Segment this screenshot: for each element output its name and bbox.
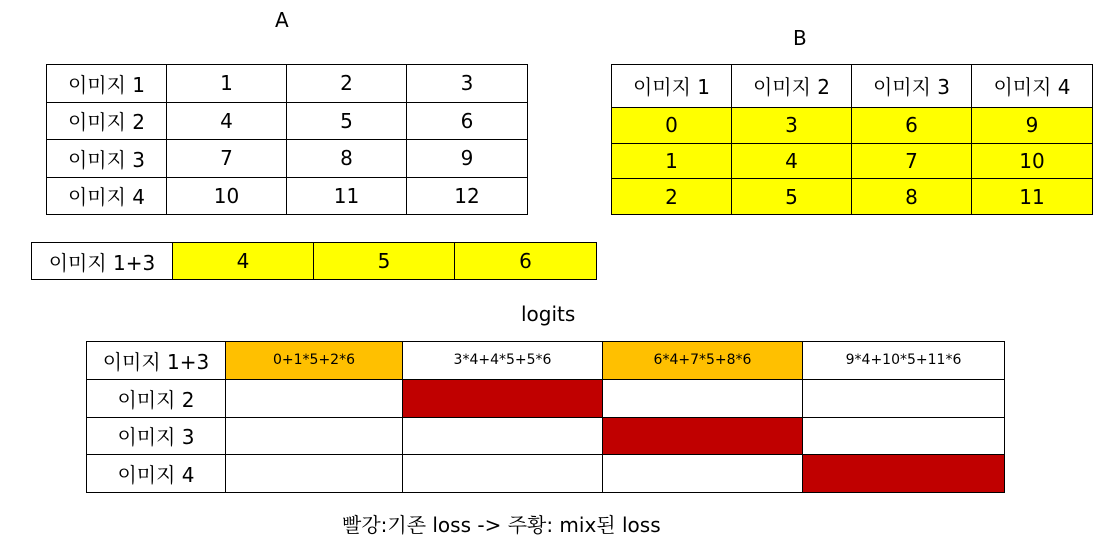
table-row	[87, 342, 1005, 380]
table-cell: 4	[173, 243, 314, 280]
table-cell: 1	[612, 143, 732, 179]
row-label: 이미지 4	[87, 455, 226, 493]
table-cell: 11	[972, 179, 1093, 215]
table-cell	[603, 379, 803, 417]
table-cell: 12	[407, 177, 528, 215]
mix-row-table	[31, 242, 597, 280]
table-row	[612, 179, 1093, 215]
table-cell: 3	[732, 107, 852, 143]
table-a	[46, 64, 528, 215]
row-label: 이미지 2	[47, 102, 167, 140]
table-row	[612, 107, 1093, 143]
table-cell: 6	[407, 102, 528, 140]
table-cell: 5	[287, 102, 407, 140]
table-cell	[603, 417, 803, 455]
table-cell: 2	[612, 179, 732, 215]
table-cell: 1	[167, 65, 287, 103]
table-row	[87, 379, 1005, 417]
table-cell	[226, 455, 403, 493]
column-header: 이미지 1	[612, 65, 732, 108]
table-cell: 0+1*5+2*6	[226, 342, 403, 380]
table-row	[87, 417, 1005, 455]
column-header: 이미지 2	[732, 65, 852, 108]
table-cell	[803, 379, 1005, 417]
logits-table	[86, 341, 1005, 493]
table-cell: 8	[852, 179, 972, 215]
row-label: 이미지 1	[47, 65, 167, 103]
row-label: 이미지 1+3	[32, 243, 173, 280]
table-row	[47, 140, 528, 178]
table-cell	[403, 455, 603, 493]
row-label: 이미지 2	[87, 379, 226, 417]
table-cell: 5	[732, 179, 852, 215]
row-label: 이미지 3	[87, 417, 226, 455]
table-cell: 3*4+4*5+5*6	[403, 342, 603, 380]
table-row	[47, 102, 528, 140]
table-cell: 10	[972, 143, 1093, 179]
table-cell	[226, 379, 403, 417]
table-cell: 3	[407, 65, 528, 103]
table-cell: 6	[852, 107, 972, 143]
table-cell	[403, 417, 603, 455]
table-cell: 8	[287, 140, 407, 178]
table-row	[32, 243, 597, 280]
table-row	[87, 455, 1005, 493]
table-cell: 9	[972, 107, 1093, 143]
table-cell: 10	[167, 177, 287, 215]
column-header: 이미지 3	[852, 65, 972, 108]
table-row	[47, 65, 528, 103]
table-cell: 7	[852, 143, 972, 179]
table-row	[47, 177, 528, 215]
row-label: 이미지 4	[47, 177, 167, 215]
legend-caption: 빨강:기존 loss -> 주황: mix된 loss	[342, 513, 661, 537]
table-cell	[226, 417, 403, 455]
table-b	[611, 64, 1093, 215]
table-cell: 6*4+7*5+8*6	[603, 342, 803, 380]
table-cell: 11	[287, 177, 407, 215]
column-header: 이미지 4	[972, 65, 1093, 108]
table-cell: 4	[167, 102, 287, 140]
table-cell: 9	[407, 140, 528, 178]
table-cell	[803, 455, 1005, 493]
table-b-title: B	[793, 26, 807, 50]
table-cell: 2	[287, 65, 407, 103]
table-cell	[403, 379, 603, 417]
table-row	[612, 143, 1093, 179]
table-cell: 5	[314, 243, 455, 280]
table-cell	[603, 455, 803, 493]
table-cell: 6	[455, 243, 597, 280]
row-label: 이미지 1+3	[87, 342, 226, 380]
table-cell: 7	[167, 140, 287, 178]
row-label: 이미지 3	[47, 140, 167, 178]
table-a-title: A	[275, 8, 289, 32]
table-cell: 9*4+10*5+11*6	[803, 342, 1005, 380]
table-cell: 4	[732, 143, 852, 179]
logits-title: logits	[521, 302, 576, 326]
table-header-row	[612, 65, 1093, 108]
table-cell: 0	[612, 107, 732, 143]
table-cell	[803, 417, 1005, 455]
